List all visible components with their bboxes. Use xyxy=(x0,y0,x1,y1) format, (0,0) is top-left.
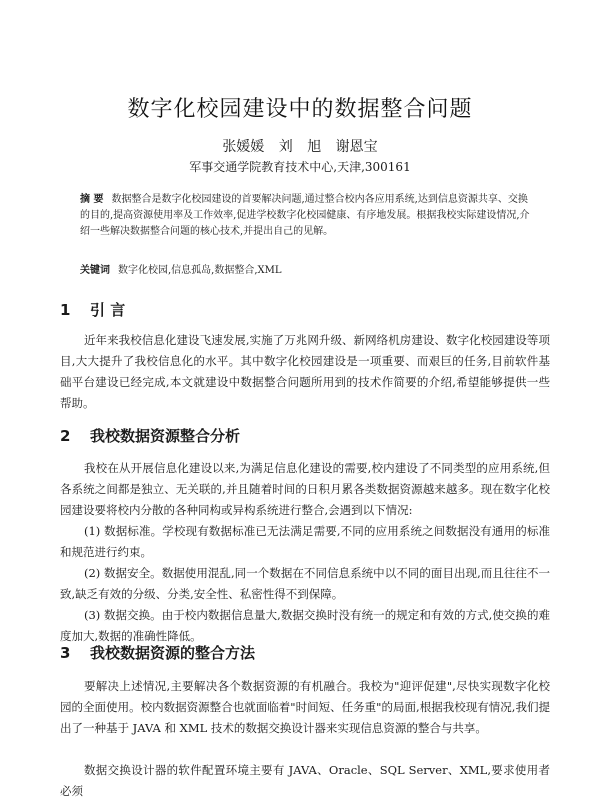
section-2-paragraph: 我校在从开展信息化建设以来,为满足信息化建设的需要,校内建设了不同类型的应用系统,但各系统之间都是独立、无关联的,并且随着时间的日积月累各类数据资源越来越多。现在数字化校园建设要将校内分散的各种同构或异构系统进行整合,会遇到以下情况: xyxy=(60,461,550,517)
section-number: 2 xyxy=(60,427,71,445)
section-1-paragraph: 近年来我校信息化建设飞速发展,实施了万兆网升级、新网络机房建设、数字化校园建设等项目,大大提升了我校信息化的水平。其中数字化校园建设是一项重要、而艰巨的任务,目前软件基础平台建设已经完成,本文就建设中数据整合问题所用到的技术作简要的介绍,希望能够提供一些帮助。 xyxy=(60,333,550,410)
section-number: 3 xyxy=(60,644,71,662)
keywords-text: 数字化校园,信息孤岛,数据整合,XML xyxy=(118,265,282,276)
abstract-text: 数据整合是数字化校园建设的首要解决问题,通过整合校内各应用系统,达到信息资源共享、交换的目的,提高资源使用率及工作效率,促进学校数字化校园健康、有序地发展。根据我校实际建设情况,介绍一些解决数据整合问题的核心技术,并提出自己的见解。 xyxy=(80,194,530,237)
section-heading-3 xyxy=(60,642,255,663)
abstract-label: 摘 要 xyxy=(80,194,104,205)
section-3-paragraph: 要解决上述情况,主要解决各个数据资源的有机融合。我校为"迎评促建",尽快实现数字化校园的全面使用。校内数据资源整合也就面临着"时间短、任务重"的局面,根据我校现有情况,我们提出了一种基于 JAVA 和 XML 技术的数据交换设计器来实现信息资源的整合与共享。 xyxy=(60,679,550,735)
section-2-list xyxy=(60,521,550,647)
section-3-paragraph: 数据交换设计器的软件配置环境主要有 JAVA、Oracle、SQL Server、XML,要求使用者必须 xyxy=(60,763,550,798)
section-heading-2 xyxy=(60,425,240,446)
paper-authors: 张媛媛 刘 旭 谢恩宝 xyxy=(222,139,378,155)
list-item: (2) 数据安全。数据使用混乱,同一个数据在不同信息系统中以不同的面目出现,而且往往不一致,缺乏有效的分级、分类,安全性、私密性得不到保障。 xyxy=(60,566,550,601)
paper-title: 数字化校园建设中的数据整合问题 xyxy=(127,97,473,122)
abstract xyxy=(80,192,536,240)
section-title: 引 言 xyxy=(90,301,126,319)
section-number: 1 xyxy=(60,301,71,319)
list-item: (3) 数据交换。由于校内数据信息量大,数据交换时没有统一的规定和有效的方式,使交换的难度加大,数据的准确性降低。 xyxy=(60,608,550,643)
keywords-label: 关键词 xyxy=(80,265,110,276)
section-title: 我校数据资源的整合方法 xyxy=(90,644,256,662)
section-title: 我校数据资源整合分析 xyxy=(90,427,241,445)
paper-affiliation: 军事交通学院教育技术中心,天津,300161 xyxy=(189,160,411,174)
keywords xyxy=(80,263,536,279)
section-heading-1 xyxy=(60,299,125,320)
list-item: (1) 数据标准。学校现有数据标准已无法满足需要,不同的应用系统之间数据没有通用的标准和规范进行约束。 xyxy=(60,524,550,559)
